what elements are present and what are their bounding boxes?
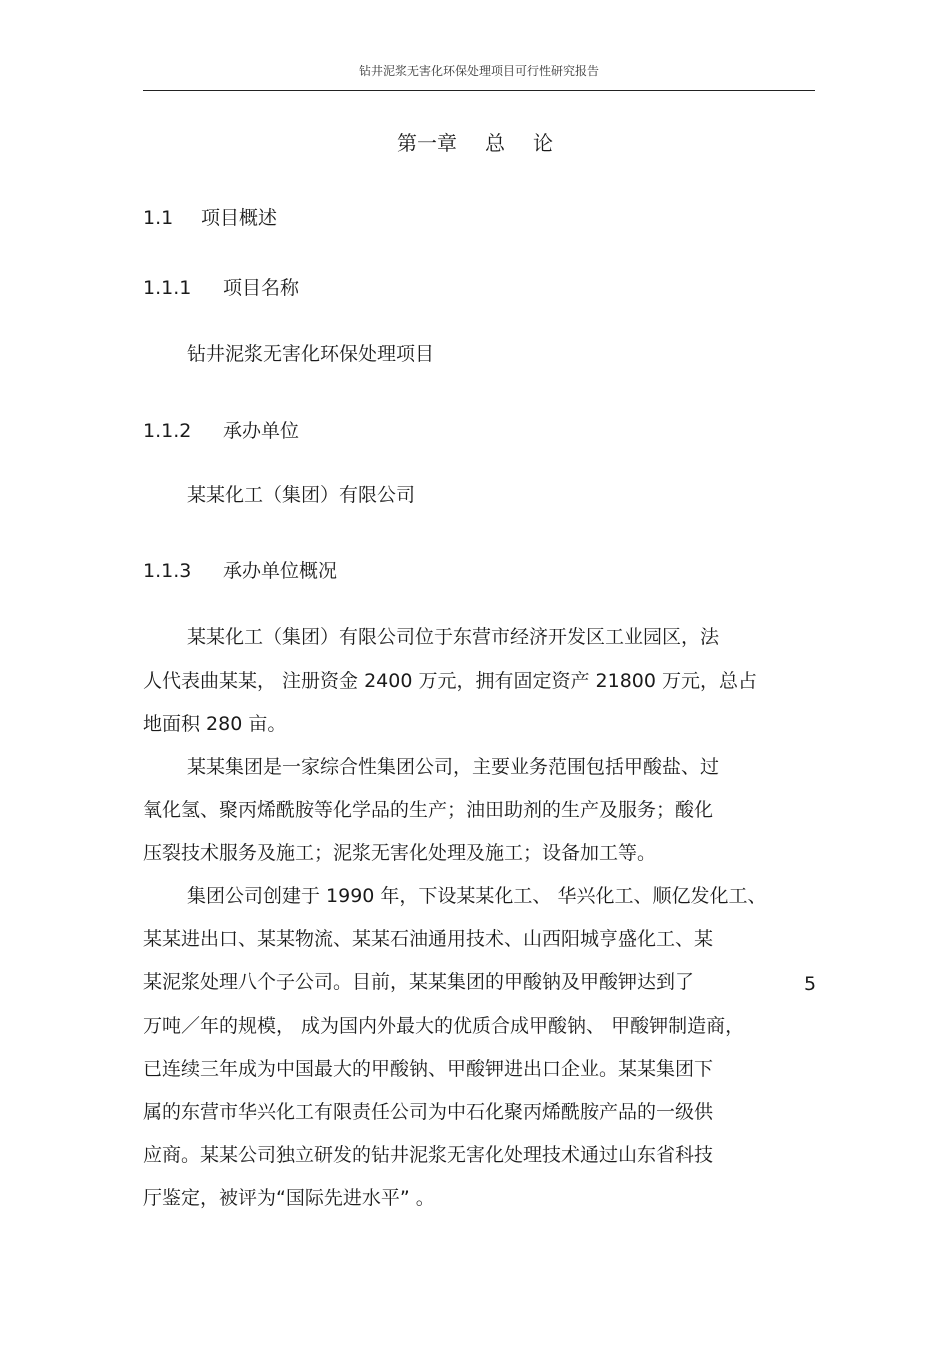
chapter-title xyxy=(0,127,950,156)
paragraph-line: 属的东营市华兴化工有限责任公司为中石化聚丙烯酰胺产品的一级供 xyxy=(143,1101,714,1123)
paragraph-line: 某泥浆处理八个子公司。目前，某某集团的甲酸钠及甲酸钾达到了 xyxy=(143,971,695,993)
paragraph-line: 氧化氢、聚丙烯酰胺等化学品的生产；油田助剂的生产及服务；酸化 xyxy=(143,799,714,821)
section-number: 1.1.3 xyxy=(143,560,192,582)
paragraph-line: 万吨／年的规模， 成为国内外最大的优质合成甲酸钠、 甲酸钾制造商， xyxy=(143,1015,745,1037)
section-heading-1-1 xyxy=(143,203,277,230)
running-header: 钻井泥浆无害化环保处理项目可行性研究报告 xyxy=(358,64,599,78)
company-name-text: 某某化工（集团）有限公司 xyxy=(187,484,416,506)
section-number: 1.1.2 xyxy=(143,420,192,442)
paragraph-line: 厅鉴定，被评为“国际先进水平” 。 xyxy=(143,1187,435,1209)
section-title: 项目名称 xyxy=(223,277,300,299)
paragraph-line: 地面积 280 亩。 xyxy=(143,713,287,735)
paragraph-line: 压裂技术服务及施工；泥浆无害化处理及施工；设备加工等。 xyxy=(143,842,657,864)
paragraph-line: 人代表曲某某， 注册资金 2400 万元，拥有固定资产 21800 万元，总占 xyxy=(143,670,757,692)
paragraph-line: 某某进出口、某某物流、某某石油通用技术、山西阳城亨盛化工、某 xyxy=(143,928,714,950)
section-heading-1-1-1 xyxy=(143,273,299,300)
paragraph-line: 已连续三年成为中国最大的甲酸钠、甲酸钾进出口企业。某某集团下 xyxy=(143,1058,714,1080)
paragraph-number-fragment: 5 xyxy=(804,973,817,995)
header-rule xyxy=(143,90,815,91)
paragraph-line: 某某化工（集团）有限公司位于东营市经济开发区工业园区，法 xyxy=(187,626,720,648)
paragraph-line: 某某集团是一家综合性集团公司，主要业务范围包括甲酸盐、过 xyxy=(187,756,720,778)
section-title: 承办单位 xyxy=(223,420,300,442)
chapter-title-char-2: 论 xyxy=(533,131,553,155)
chapter-number: 第一章 xyxy=(397,131,457,155)
section-number: 1.1 xyxy=(143,207,174,229)
section-number: 1.1.1 xyxy=(143,277,192,299)
section-heading-1-1-3 xyxy=(143,556,337,583)
section-heading-1-1-2 xyxy=(143,416,299,443)
project-name-text: 钻井泥浆无害化环保处理项目 xyxy=(187,343,435,365)
paragraph-line: 集团公司创建于 1990 年，下设某某化工、 华兴化工、顺亿发化工、 xyxy=(187,885,767,907)
section-title: 承办单位概况 xyxy=(223,560,338,582)
chapter-title-char-1: 总 xyxy=(485,131,505,155)
paragraph-line: 应商。某某公司独立研发的钻井泥浆无害化处理技术通过山东省科技 xyxy=(143,1144,714,1166)
section-title: 项目概述 xyxy=(201,207,278,229)
